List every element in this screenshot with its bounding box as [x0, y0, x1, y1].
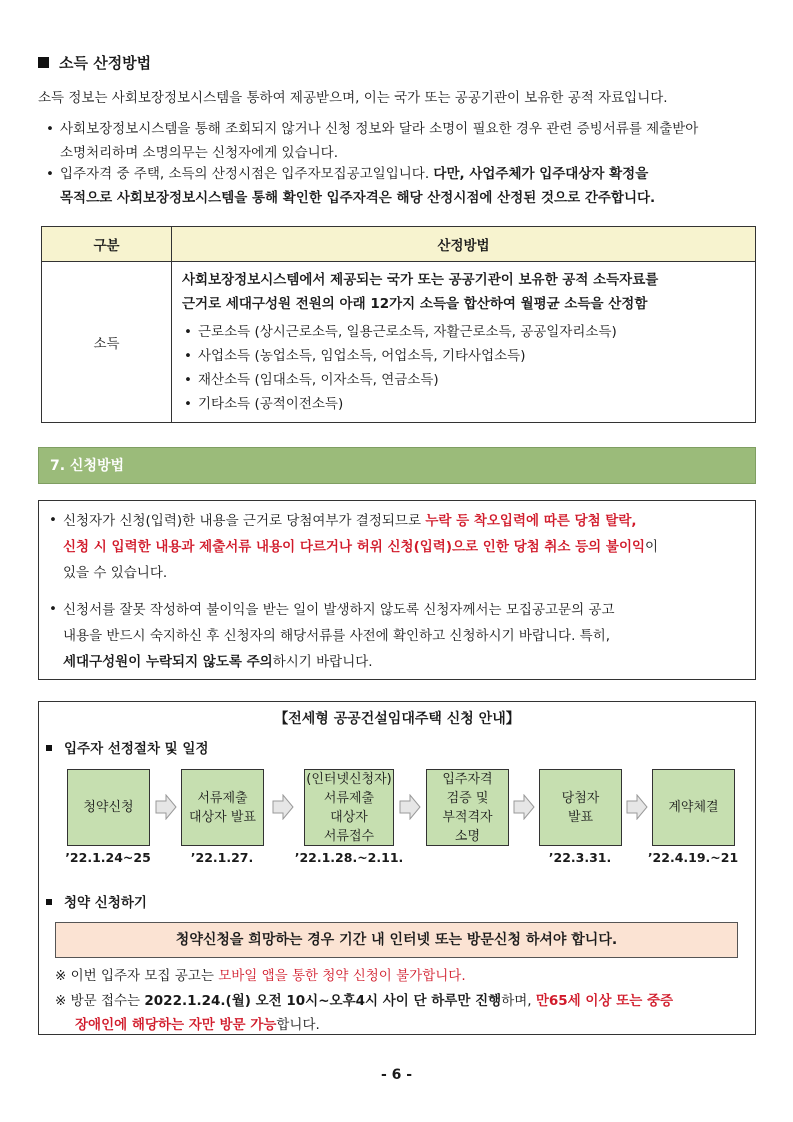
table-header-category: 구분 [42, 227, 172, 262]
mobile-note: ※ 이번 입주자 모집 공고는 모바일 앱을 통한 청약 신청이 불가합니다. [55, 968, 466, 984]
step-box: 입주자격 검증 및 부적격자 소명 [426, 769, 509, 846]
table-row-content: 사회보장정보시스템에서 제공되는 국가 또는 공공기관이 보유한 공적 소득자료를 근거로 세대구성원 전원의 아래 12가지 소득을 합산하여 월평균 소득을 산정함 • 근로소득 (상시근로소득, 일용근로소득, 자활근로소득, 공공일자리소득) • 사업소득 (농업소득, 임업소득, 어업소득, 기타사업소득) • 재산소득 (임대소득, 이자소득, 연금소득) • 기타소득 (공적이전소득) [172, 262, 756, 423]
page-number: - 6 - [380, 1067, 413, 1083]
bullet-dot-icon: • [46, 166, 54, 182]
section-7-header: 7. 신청방법 [38, 447, 756, 484]
selection-schedule-heading: 입주자 선정절차 및 일정 [46, 737, 209, 757]
visit-note: ※ 방문 접수는 2022.1.24.(월) 오전 10시~오후4시 사이 단 하루만 진행하며, 만65세 이상 또는 중증 장애인에 해당하는 자만 방문 가능합니다. [55, 993, 674, 1033]
income-bullet-1: • 사회보장정보시스템을 통해 조회되지 않거나 신청 정보와 달라 소명이 필요한 경우 관련 증빙서류를 제출받아 소명처리하며 소명의무는 신청자에게 있습니다. [60, 117, 760, 165]
step-date: ’22.1.28.~2.11. [294, 850, 404, 865]
arrow-right-icon [512, 794, 536, 820]
step-box: 계약체결 [652, 769, 735, 846]
list-item: • 재산소득 (임대소득, 이자소득, 연금소득) [182, 368, 745, 392]
list-item: • 사업소득 (농업소득, 임업소득, 어업소득, 기타사업소득) [182, 344, 745, 368]
income-type-list [182, 320, 745, 416]
table-header-method: 산정방법 [172, 227, 756, 262]
application-highlight-box: 청약신청을 희망하는 경우 기간 내 인터넷 또는 방문신청 하셔야 합니다. [55, 922, 738, 958]
step-date: ’22.3.31. [548, 850, 612, 865]
bullet-dot-icon: • [46, 121, 54, 137]
square-bullet-icon [46, 745, 52, 751]
how-to-apply-heading: 청약 신청하기 [46, 891, 147, 911]
arrow-right-icon [154, 794, 178, 820]
income-intro: 소득 정보는 사회보장정보시스템을 통하여 제공받으며, 이는 국가 또는 공공기관이 보유한 공적 자료입니다. [38, 90, 668, 106]
step-date: ’22.1.24~25 [65, 850, 151, 865]
step-box: 서류제출 대상자 발표 [181, 769, 264, 846]
list-item: • 기타소득 (공적이전소득) [182, 392, 745, 416]
list-item: • 근로소득 (상시근로소득, 일용근로소득, 자활근로소득, 공공일자리소득) [182, 320, 745, 344]
arrow-right-icon [398, 794, 422, 820]
income-table [41, 226, 756, 423]
bullet-dot-icon: • [49, 512, 57, 528]
income-section-title: 소득 산정방법 [38, 52, 151, 73]
bullet-dot-icon: • [49, 601, 57, 617]
income-bullet-2: • 입주자격 중 주택, 소득의 산정시점은 입주자모집공고일입니다. 다만, 사업주체가 입주대상자 확정을 목적으로 사회보장정보시스템을 통해 확인한 입주자격은 해당 산정시점에 산정된 것으로 간주합니다. [60, 162, 760, 210]
step-box: (인터넷신청자) 서류제출 대상자 서류접수 [304, 769, 394, 846]
table-row-label: 소득 [42, 262, 172, 423]
guide-heading: 【전세형 공공건설임대주택 신청 안내】 [274, 711, 520, 727]
arrow-right-icon [625, 794, 649, 820]
square-bullet-icon [46, 899, 52, 905]
step-box: 청약신청 [67, 769, 150, 846]
step-date: ’22.4.19.~21 [647, 850, 739, 865]
section-7-paragraph-2: • 신청서를 잘못 작성하여 불이익을 받는 일이 발생하지 않도록 신청자께서는 모집공고문의 공고 내용을 반드시 숙지하신 후 신청자의 해당서류를 사전에 확인하고 신청하시기 바랍니다. 특히, 세대구성원이 누락되지 않도록 주의하시기 바랍니다. [63, 597, 753, 675]
section-7-paragraph-1: • 신청자가 신청(입력)한 내용을 근거로 당첨여부가 결정되므로 누락 등 착오입력에 따른 당첨 탈락, 신청 시 입력한 내용과 제출서류 내용이 다르거나 허위 신청(입력)으로 인한 당첨 취소 등의 불이익이 있을 수 있습니다. [63, 508, 753, 586]
step-box: 당첨자 발표 [539, 769, 622, 846]
arrow-right-icon [271, 794, 295, 820]
step-date: ’22.1.27. [190, 850, 254, 865]
square-bullet-icon [38, 57, 49, 68]
